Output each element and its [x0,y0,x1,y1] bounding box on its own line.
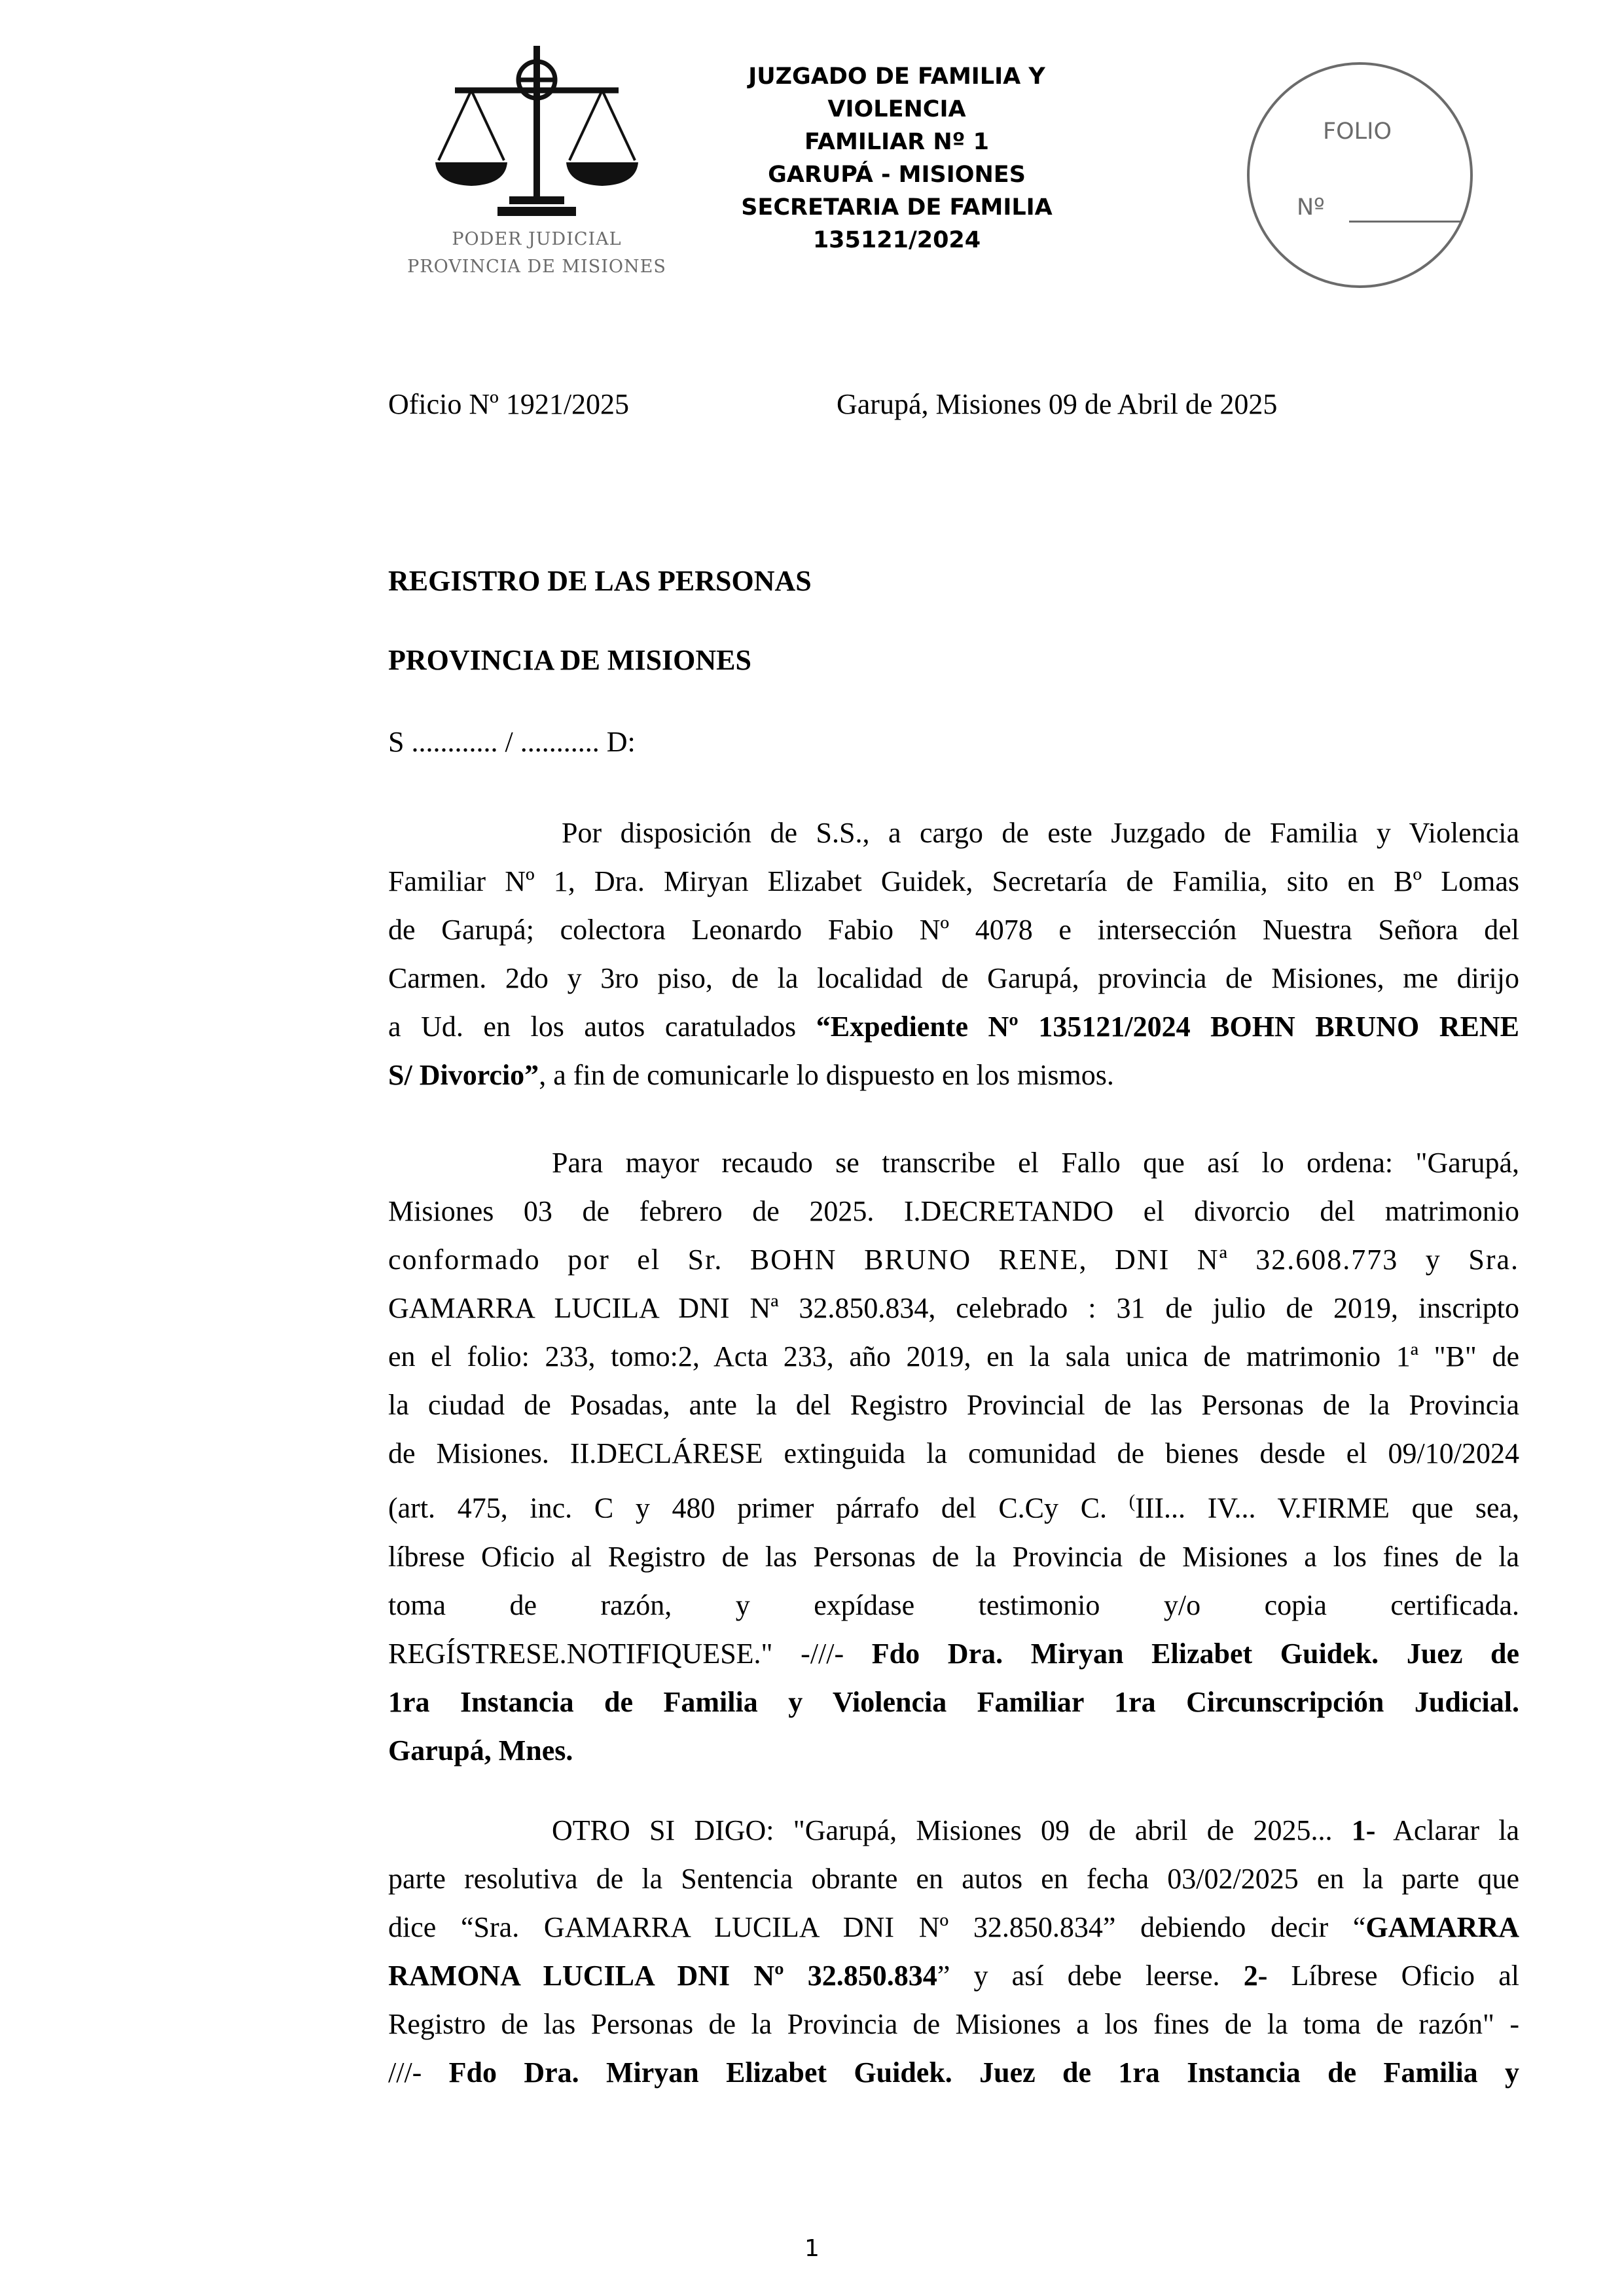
text-line: dice “Sra. GAMARRA LUCILA DNI Nº 32.850.834” debiendo decir “GAMARRA [388,1911,1519,1943]
signature-block: Fdo Dra. Miryan Elizabet Guidek. Juez de 1ra Instancia de Familia y [448,2056,1519,2089]
text-line: RAMONA LUCILA DNI Nº 32.850.834” y así debe leerse. 2- Líbrese Oficio al [388,1960,1519,1992]
text-line: ///- Fdo Dra. Miryan Elizabet Guidek. Juez de 1ra Instancia de Familia y [388,2056,1519,2089]
text-line: REGÍSTRESE.NOTIFIQUESE." -///- Fdo Dra. Miryan Elizabet Guidek. Juez de [388,1637,1519,1670]
case-title: “Expediente Nº 135121/2024 BOHN BRUNO RENE [816,1011,1519,1043]
addressee-line2: PROVINCIA DE MISIONES [388,644,751,676]
salutation: S ............ / ........... D: [388,726,636,758]
oficio-number: Oficio Nº 1921/2025 [388,388,630,420]
text-line: Por disposición de S.S., a cargo de este Juzgado de Familia y Violencia [562,817,1519,849]
paragraph-ruling [388,1139,1519,1775]
text-line: S/ Divorcio”, a fin de comunicarle lo dispuesto en los mismos. [388,1059,1114,1091]
text-line: Registro de las Personas de la Provincia de Misiones a los fines de la toma de razón" - [388,2008,1519,2040]
text-line: GAMARRA LUCILA DNI Nª 32.850.834, celebrado : 31 de julio de 2019, inscripto [388,1292,1519,1324]
paragraph-intro [388,809,1519,1100]
folio-number-blank [1349,221,1460,223]
text-line: líbrese Oficio al Registro de las Personas de la Provincia de Misiones a los fines de la [388,1540,1519,1573]
court-name-line2: FAMILIAR Nº 1 [804,129,989,155]
text-line: en el folio: 233, tomo:2, Acta 233, año 2019, en la sala unica de matrimonio 1ª "B" de [388,1340,1519,1372]
court-header [694,60,1100,257]
court-secretariat: SECRETARIA DE FAMILIA [741,194,1053,221]
text-line: (art. 475, inc. C y 480 primer párrafo del C.Cy C. (III... IV... V.FIRME que sea, [388,1492,1520,1524]
court-name-line1: JUZGADO DE FAMILIA Y VIOLENCIA [748,63,1045,122]
logo-text-line1: PODER JUDICIAL [452,229,622,249]
poder-judicial-logo [393,39,694,295]
text-line: de Garupá; colectora Leonardo Fabio Nº 4078 e intersección Nuestra Señora del [388,914,1519,946]
court-location: GARUPÁ - MISIONES [768,162,1026,188]
case-number: 135121/2024 [812,227,981,253]
text-line: de Misiones. II.DECLÁRESE extinguida la comunidad de bienes desde el 09/10/2024 [388,1437,1519,1469]
text-line: Familiar Nº 1, Dra. Miryan Elizabet Guidek, Secretaría de Familia, sito en Bº Lomas [388,865,1519,897]
text-line: la ciudad de Posadas, ante la del Registro Provincial de las Personas de la Provincia [388,1389,1519,1421]
folio-label: FOLIO [1323,118,1392,145]
folio-number-label: Nº [1297,194,1325,221]
paragraph-otro-si-digo [388,1806,1519,2097]
place-date: Garupá, Misiones 09 de Abril de 2025 [837,388,1278,420]
case-title-end: S/ Divorcio” [388,1059,539,1091]
text-line: a Ud. en los autos caratulados “Expediente Nº 135121/2024 BOHN BRUNO RENE [388,1011,1519,1043]
folio-stamp [1247,62,1473,288]
text-line: Para mayor recaudo se transcribe el Fallo que así lo ordena: "Garupá, [552,1147,1519,1179]
signature-block: Fdo Dra. Miryan Elizabet Guidek. Juez de [871,1637,1519,1670]
text-line: OTRO SI DIGO: "Garupá, Misiones 09 de abril de 2025... 1- Aclarar la [552,1814,1519,1846]
text-line: 1ra Instancia de Familia y Violencia Familiar 1ra Circunscripción Judicial. [388,1685,1519,1718]
text-line: Misiones 03 de febrero de 2025. I.DECRETANDO el divorcio del matrimonio [388,1195,1519,1227]
text-line: Carmen. 2do y 3ro piso, de la localidad de Garupá, provincia de Misiones, me dirijo [388,962,1519,994]
text-line: parte resolutiva de la Sentencia obrante en autos en fecha 03/02/2025 en la parte que [388,1863,1519,1895]
text-line: toma de razón, y expídase testimonio y/o copia certificada. [388,1588,1519,1621]
page-number: 1 [804,2235,820,2262]
scales-of-justice-icon [432,39,641,236]
logo-text-line2: PROVINCIA DE MISIONES [407,257,666,277]
text-line: Garupá, Mnes. [388,1734,573,1767]
text-line: conformado por el Sr. BOHN BRUNO RENE, DNI Nª 32.608.773 y Sra. [388,1244,1519,1276]
addressee-line1: REGISTRO DE LAS PERSONAS [388,565,812,597]
